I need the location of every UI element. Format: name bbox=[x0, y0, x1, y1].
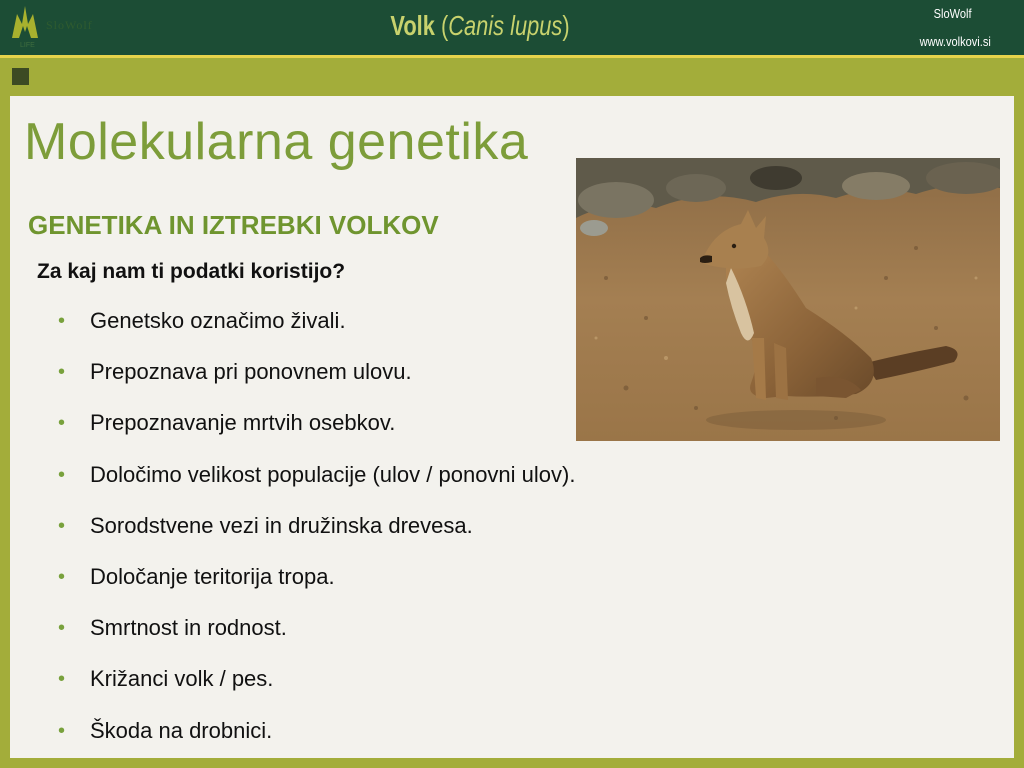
header-bar bbox=[0, 0, 1024, 55]
slide-question: Za kaj nam ti podatki koristijo? bbox=[37, 260, 346, 283]
website-url: www.volkovi.si bbox=[919, 34, 991, 49]
slide-subtitle: GENETIKA IN IZTREBKI VOLKOV bbox=[28, 210, 439, 240]
bullet-text: Prepoznavanje mrtvih osebkov. bbox=[90, 410, 396, 436]
bullet-text: Križanci volk / pes. bbox=[90, 666, 274, 692]
bullet-text: Genetsko označimo živali. bbox=[90, 308, 346, 333]
wolf-flame-logo-icon bbox=[8, 4, 42, 42]
brand-name: SloWolf bbox=[934, 6, 972, 21]
bullet-icon: • bbox=[58, 668, 66, 691]
bullet-icon: • bbox=[58, 565, 66, 588]
square-marker-icon bbox=[12, 68, 29, 85]
bullet-icon: • bbox=[58, 412, 66, 435]
bullet-icon: • bbox=[58, 463, 66, 486]
slide-title: Molekularna genetika bbox=[24, 113, 529, 171]
header-title-paren-open: ( bbox=[434, 10, 449, 41]
bullet-text: Določimo velikost populacije (ulov / ponovni ulov). bbox=[90, 461, 576, 487]
header-title bbox=[106, 10, 855, 42]
bullet-text: Določanje teritorija tropa. bbox=[90, 563, 335, 589]
bullet-icon: • bbox=[58, 719, 66, 742]
bullet-text: Škoda na drobnici. bbox=[90, 717, 273, 743]
bullet-icon: • bbox=[58, 361, 66, 384]
wolf-photo bbox=[576, 158, 1000, 441]
bullet-icon: • bbox=[58, 617, 66, 640]
header-accent-line bbox=[0, 55, 1024, 58]
bullet-icon: • bbox=[58, 310, 66, 332]
header-title-latin: Canis lupus bbox=[448, 10, 563, 41]
bullet-text: Smrtnost in rodnost. bbox=[90, 615, 287, 641]
header-title-paren-close: ) bbox=[562, 10, 570, 41]
logo-small-text: LIFE bbox=[20, 42, 35, 49]
bullet-text: Prepoznava pri ponovnem ulovu. bbox=[90, 359, 412, 385]
bullet-icon: • bbox=[58, 514, 66, 537]
bullet-text: Sorodstvene vezi in družinska drevesa. bbox=[90, 512, 473, 538]
header-title-main: Volk bbox=[390, 10, 435, 41]
logo-text: SloWolf bbox=[46, 18, 93, 32]
